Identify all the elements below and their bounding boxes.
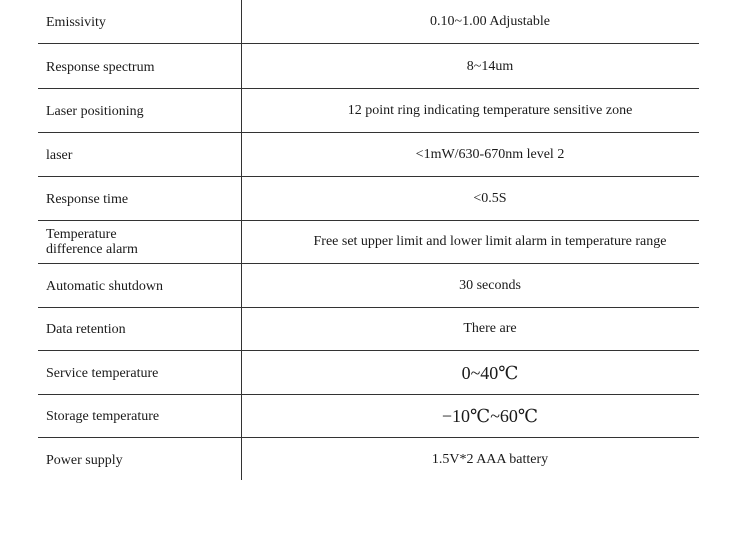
row-value: 0.10~1.00 Adjustable: [430, 14, 550, 29]
row-value: There are: [463, 321, 517, 336]
table-row-storage-temperature: [38, 394, 699, 438]
table-row-emissivity: [38, 0, 699, 44]
row-label: Response time: [46, 191, 129, 207]
row-label: Response spectrum: [46, 59, 155, 75]
table-row-laser-positioning: [38, 89, 699, 133]
table-row-laser: [38, 133, 699, 177]
table-row-service-temperature: [38, 351, 699, 395]
row-value: 1.5V*2 AAA battery: [431, 452, 549, 467]
row-value: 30 seconds: [459, 278, 521, 293]
row-value: <1mW/630-670nm level 2: [415, 147, 565, 162]
row-label: Automatic shutdown: [46, 278, 164, 294]
row-value: <0.5S: [473, 191, 507, 206]
table-row-temperature-difference-alarm: [38, 220, 699, 264]
table-row-response-time: [38, 177, 699, 221]
row-label: Power supply: [46, 452, 123, 468]
row-label: Emissivity: [46, 14, 106, 30]
row-value: 12 point ring indicating temperature sensitive zone: [347, 103, 633, 118]
row-label: Service temperature: [46, 365, 159, 381]
row-label: Laser positioning: [46, 103, 144, 119]
row-value: 0~40℃: [461, 362, 519, 383]
table-row-automatic-shutdown: [38, 264, 699, 308]
row-label: Data retention: [46, 321, 126, 337]
row-label: Temperature difference alarm: [46, 227, 138, 257]
row-value: −10℃~60℃: [441, 405, 539, 426]
row-value: 8~14um: [466, 59, 514, 74]
table-row-power-supply: [38, 438, 699, 482]
row-value: Free set upper limit and lower limit alarm in temperature range: [313, 234, 667, 249]
table-row-response-spectrum: [38, 45, 699, 89]
spec-table: [38, 0, 699, 480]
table-row-data-retention: [38, 307, 699, 351]
row-label: laser: [46, 147, 73, 163]
row-label: Storage temperature: [46, 408, 160, 424]
